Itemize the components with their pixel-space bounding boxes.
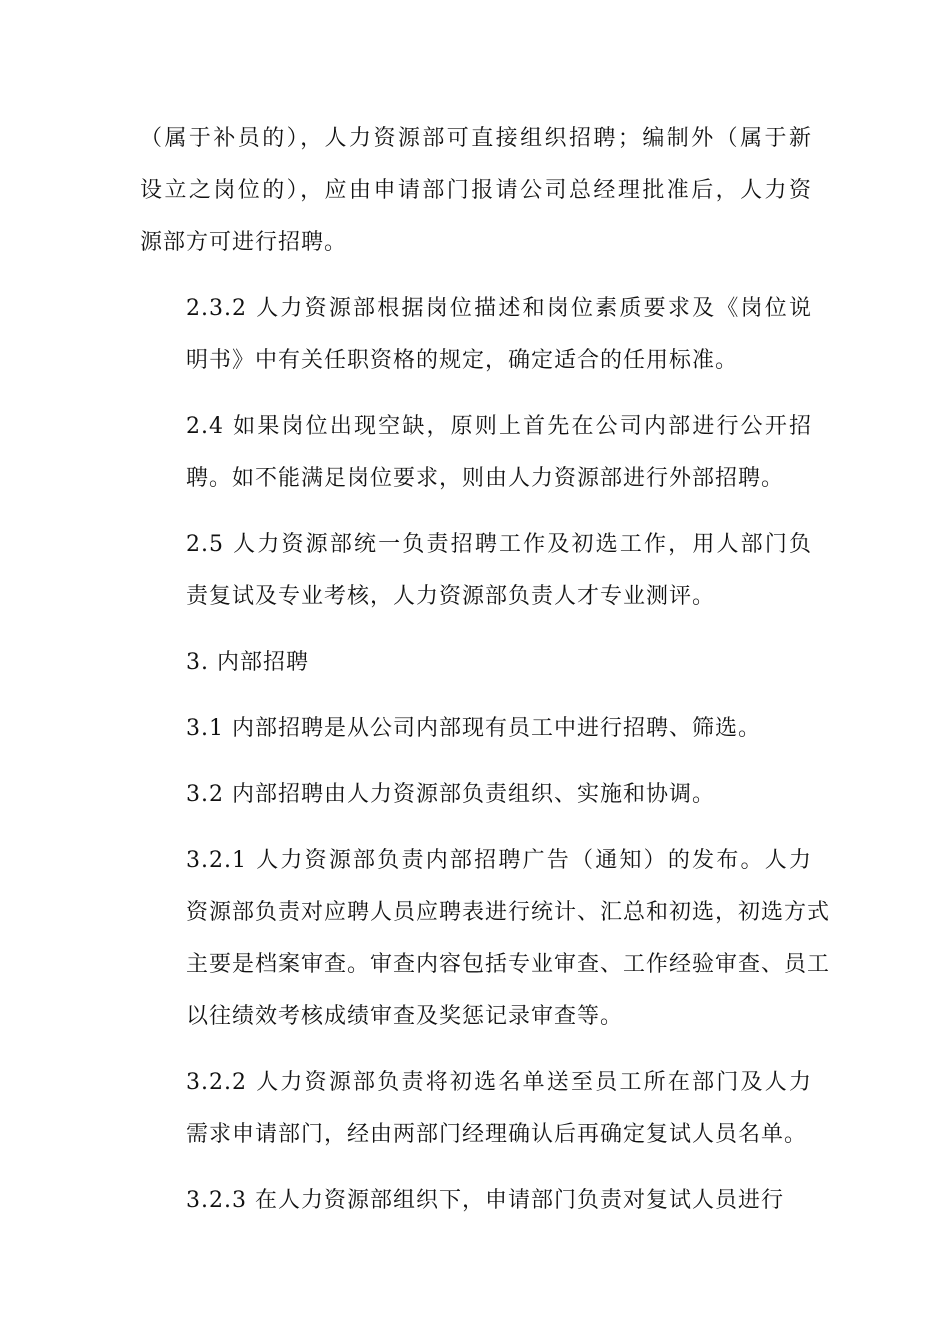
paragraph — [140, 1175, 812, 1227]
text-line: 3.2.1 人力资源部负责内部招聘广告（通知）的发布。人力 — [186, 848, 812, 873]
paragraph — [140, 519, 812, 623]
text-line: 3.2 内部招聘由人力资源部负责组织、实施和协调。 — [186, 782, 715, 807]
text-line: 主要是档案审查。审查内容包括专业审查、工作经验审查、员工 — [186, 952, 831, 977]
text-line: 设立之岗位的），应由申请部门报请公司总经理批准后，人力资 — [140, 178, 812, 203]
text-line: 3.2.3 在人力资源部组织下，申请部门负责对复试人员进行 — [186, 1188, 784, 1213]
paragraph — [140, 769, 812, 821]
text-line: 2.4 如果岗位出现空缺，原则上首先在公司内部进行公开招 — [186, 414, 812, 439]
text-line: 以往绩效考核成绩审查及奖惩记录审查等。 — [186, 1004, 624, 1029]
paragraph — [140, 835, 831, 1043]
paragraph — [140, 637, 812, 689]
paragraph — [140, 283, 812, 387]
paragraph — [140, 401, 812, 505]
text-line: 3. 内部招聘 — [186, 650, 309, 675]
text-line: 需求申请部门，经由两部门经理确认后再确定复试人员名单。 — [186, 1122, 808, 1147]
text-line: 源部方可进行招聘。 — [140, 230, 348, 255]
text-line: 2.5 人力资源部统一负责招聘工作及初选工作，用人部门负 — [186, 532, 812, 557]
text-line: （属于补员的），人力资源部可直接组织招聘；编制外（属于新 — [140, 126, 812, 151]
text-line: 2.3.2 人力资源部根据岗位描述和岗位素质要求及《岗位说 — [186, 296, 812, 321]
text-line: 责复试及专业考核，人力资源部负责人才专业测评。 — [186, 584, 716, 609]
text-line: 明书》中有关任职资格的规定，确定适合的任用标准。 — [186, 348, 739, 373]
text-line: 3.2.2 人力资源部负责将初选名单送至员工所在部门及人力 — [186, 1070, 812, 1095]
paragraph — [140, 1057, 812, 1161]
paragraph — [140, 113, 812, 269]
text-line: 资源部负责对应聘人员应聘表进行统计、汇总和初选，初选方式 — [186, 900, 831, 925]
document-body — [140, 113, 831, 1241]
text-line: 3.1 内部招聘是从公司内部现有员工中进行招聘、筛选。 — [186, 716, 761, 741]
paragraph — [140, 703, 812, 755]
text-line: 聘。如不能满足岗位要求，则由人力资源部进行外部招聘。 — [186, 466, 785, 491]
